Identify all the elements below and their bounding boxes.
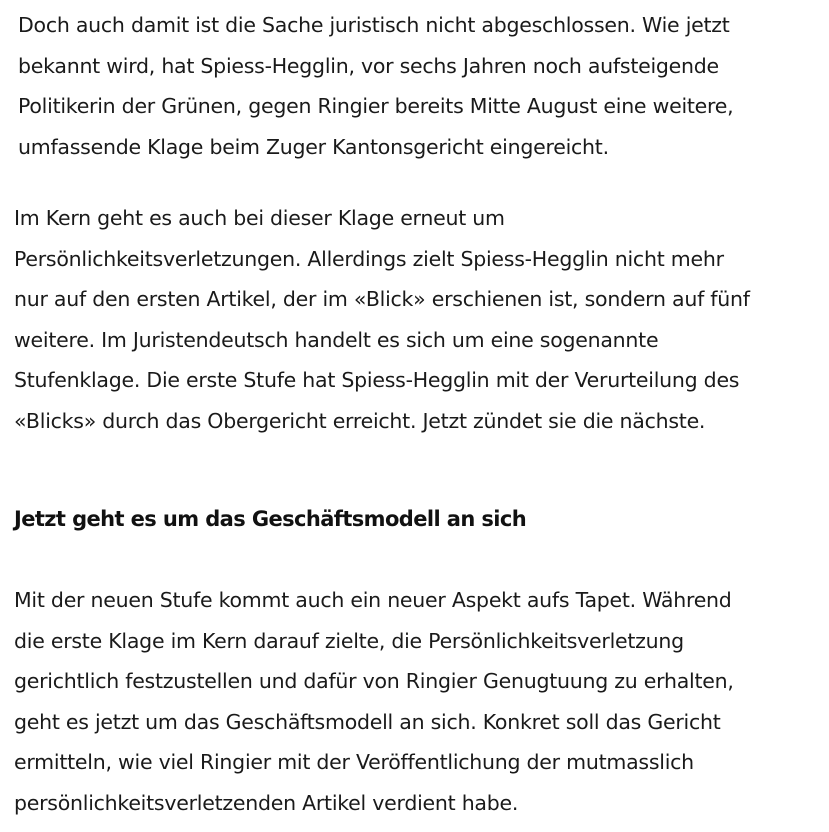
text-line: weitere. Im Juristendeutsch handelt es sich um eine sogenannte	[14, 327, 659, 352]
text-line: Mit der neuen Stufe kommt auch ein neuer Aspekt aufs Tapet. Während	[14, 588, 732, 612]
text-line: nur auf den ersten Artikel, der im «Blick» erschienen ist, sondern auf fünf	[14, 287, 750, 311]
article-paragraph	[14, 580, 734, 823]
text-line: ermitteln, wie viel Ringier mit der Veröffentlichung der mutmasslich	[14, 750, 694, 774]
text-line: Doch auch damit ist die Sache juristisch nicht abgeschlossen. Wie jetzt	[18, 13, 730, 37]
text-line: gerichtlich festzustellen und dafür von Ringier Genugtuung zu erhalten,	[14, 669, 734, 693]
text-line: Stufenklage. Die erste Stufe hat Spiess-Hegglin mit der Verurteilung des	[14, 368, 740, 392]
article-paragraph	[14, 198, 750, 441]
text-line: bekannt wird, hat Spiess-Hegglin, vor sechs Jahren noch aufsteigende	[18, 53, 719, 78]
text-line: Im Kern geht es auch bei dieser Klage erneut um	[14, 206, 505, 230]
text-line: «Blicks» durch das Obergericht erreicht. Jetzt zündet sie die nächste.	[14, 408, 706, 433]
text-line: persönlichkeitsverletzenden Artikel verdient habe.	[14, 790, 519, 815]
text-line: geht es jetzt um das Geschäftsmodell an sich. Konkret soll das Gericht	[14, 709, 721, 734]
section-subheading: Jetzt geht es um das Geschäftsmodell an sich	[14, 507, 527, 531]
text-line: Persönlichkeitsverletzungen. Allerdings zielt Spiess-Hegglin nicht mehr	[14, 246, 724, 271]
text-line: umfassende Klage beim Zuger Kantonsgericht eingereicht.	[18, 134, 609, 159]
article-paragraph	[18, 5, 733, 167]
text-line: Politikerin der Grünen, gegen Ringier bereits Mitte August eine weitere,	[18, 94, 734, 118]
text-line: die erste Klage im Kern darauf zielte, die Persönlichkeitsverletzung	[14, 628, 684, 653]
